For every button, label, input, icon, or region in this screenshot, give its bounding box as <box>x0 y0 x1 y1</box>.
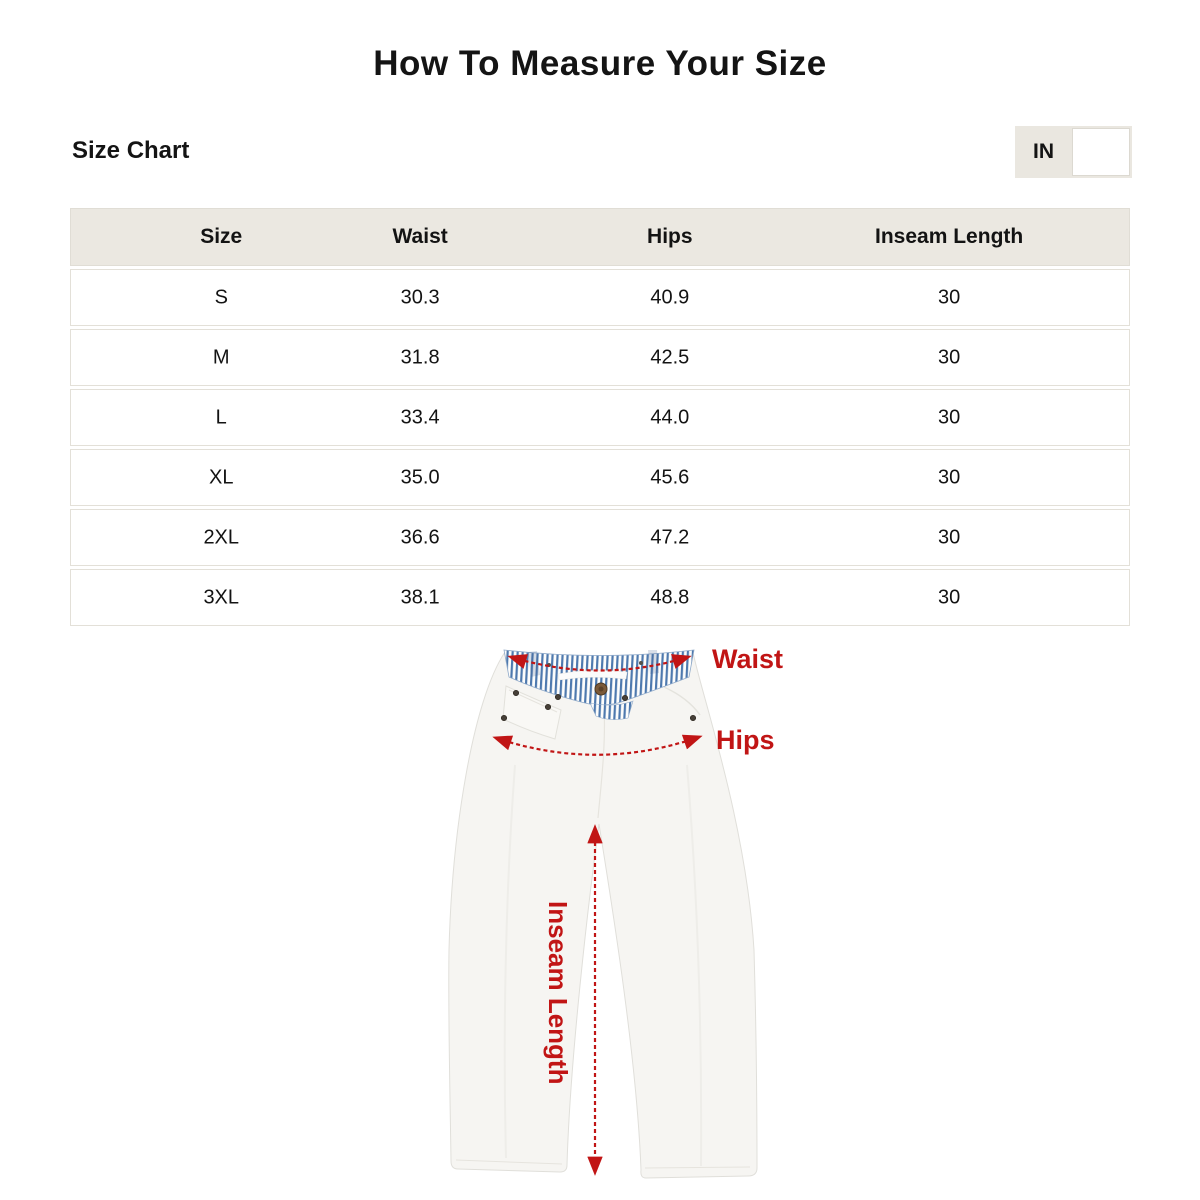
measurement-diagram <box>420 630 800 1200</box>
cell-size: M <box>212 346 230 368</box>
cell-hips: 48.8 <box>650 586 690 608</box>
cell-waist: 38.1 <box>400 586 440 608</box>
cell-waist: 35.0 <box>400 466 440 488</box>
table-row <box>70 569 1130 626</box>
cell-waist: 30.3 <box>400 286 440 308</box>
size-table <box>70 208 1130 626</box>
rivet <box>690 715 695 720</box>
unit-toggle[interactable] <box>1015 126 1132 178</box>
table-row <box>70 509 1130 566</box>
cell-hips: 40.9 <box>650 286 690 308</box>
rivet <box>501 715 506 720</box>
cell-inseam: 30 <box>938 346 961 368</box>
hips-label: Hips <box>716 725 775 755</box>
page-title: How To Measure Your Size <box>373 44 827 83</box>
rivet <box>513 690 518 695</box>
cell-inseam: 30 <box>938 406 961 428</box>
column-header-inseam: Inseam Length <box>875 225 1024 248</box>
cell-hips: 44.0 <box>650 406 690 428</box>
cell-size: L <box>215 406 227 428</box>
pants-image <box>420 630 800 1200</box>
cell-size: 2XL <box>203 526 240 548</box>
cell-size: S <box>214 286 228 308</box>
size-chart-label: Size Chart <box>72 137 190 164</box>
rivet <box>622 695 627 700</box>
cell-hips: 42.5 <box>650 346 690 368</box>
waist-label: Waist <box>712 644 784 674</box>
rivet <box>555 694 560 699</box>
inseam-label: Inseam Length <box>543 901 573 1085</box>
cell-waist: 33.4 <box>400 406 440 428</box>
cell-inseam: 30 <box>938 526 961 548</box>
waistband-dot <box>639 661 643 665</box>
table-row <box>70 329 1130 386</box>
cell-size: 3XL <box>203 586 240 608</box>
unit-toggle-alt-button[interactable] <box>1072 128 1130 176</box>
pants-body <box>449 652 757 1178</box>
cell-hips: 45.6 <box>650 466 690 488</box>
cell-size: XL <box>209 466 234 488</box>
table-row <box>70 449 1130 506</box>
rivet <box>545 704 550 709</box>
cell-waist: 36.6 <box>400 526 440 548</box>
table-header-row <box>70 208 1130 266</box>
jeans-button-center <box>599 687 604 692</box>
column-header-waist: Waist <box>392 225 448 248</box>
unit-toggle-in-button[interactable]: IN <box>1033 140 1054 163</box>
cell-hips: 47.2 <box>650 526 690 548</box>
column-header-size: Size <box>200 225 243 248</box>
table-row <box>70 389 1130 446</box>
cell-inseam: 30 <box>938 466 961 488</box>
cell-inseam: 30 <box>938 286 961 308</box>
cell-waist: 31.8 <box>400 346 440 368</box>
cell-inseam: 30 <box>938 586 961 608</box>
table-row <box>70 269 1130 326</box>
column-header-hips: Hips <box>647 225 693 248</box>
